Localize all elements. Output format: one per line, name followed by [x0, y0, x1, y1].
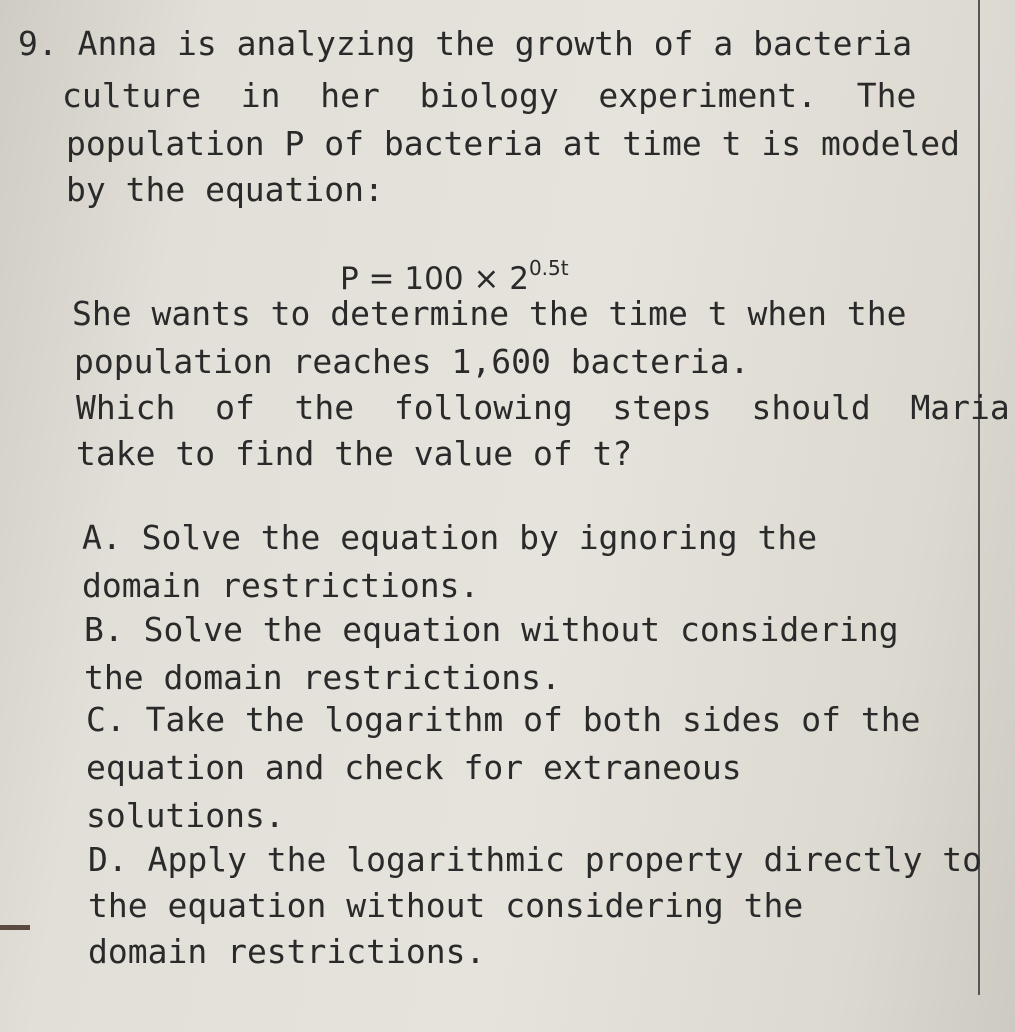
option-a[interactable]: A. Solve the equation by ignoring the	[82, 518, 818, 557]
question-line: She wants to determine the time t when the	[72, 294, 907, 333]
question-stem-text: Anna is analyzing the growth of a bacteria	[77, 24, 913, 63]
option-b-continued: the domain restrictions.	[84, 658, 561, 697]
question-line: population reaches 1,600 bacteria.	[74, 342, 750, 381]
question-line: by the equation:	[66, 170, 384, 209]
equation-base: P = 100 × 2	[340, 261, 529, 297]
option-d[interactable]: D. Apply the logarithmic property directly to	[88, 840, 983, 879]
option-c[interactable]: C. Take the logarithm of both sides of the	[86, 700, 921, 739]
equation-exponent: 0.5t	[528, 256, 569, 280]
equation	[340, 248, 1015, 299]
question-line: culture in her biology experiment. The	[62, 76, 917, 115]
option-b[interactable]: B. Solve the equation without considering	[84, 610, 899, 649]
option-c-continued: equation and check for extraneous	[86, 748, 742, 787]
option-d-continued: domain restrictions.	[88, 932, 486, 971]
question-line	[18, 24, 968, 64]
question-number: 9.	[18, 24, 58, 63]
option-c-continued: solutions.	[86, 796, 285, 835]
question-line: population P of bacteria at time t is modeled	[66, 124, 961, 163]
question-line: take to find the value of t?	[76, 434, 633, 473]
question-line: Which of the following steps should Maria	[76, 388, 1010, 427]
option-d-continued: the equation without considering the	[88, 886, 804, 925]
option-a-continued: domain restrictions.	[82, 566, 480, 605]
edge-mark	[0, 925, 30, 930]
